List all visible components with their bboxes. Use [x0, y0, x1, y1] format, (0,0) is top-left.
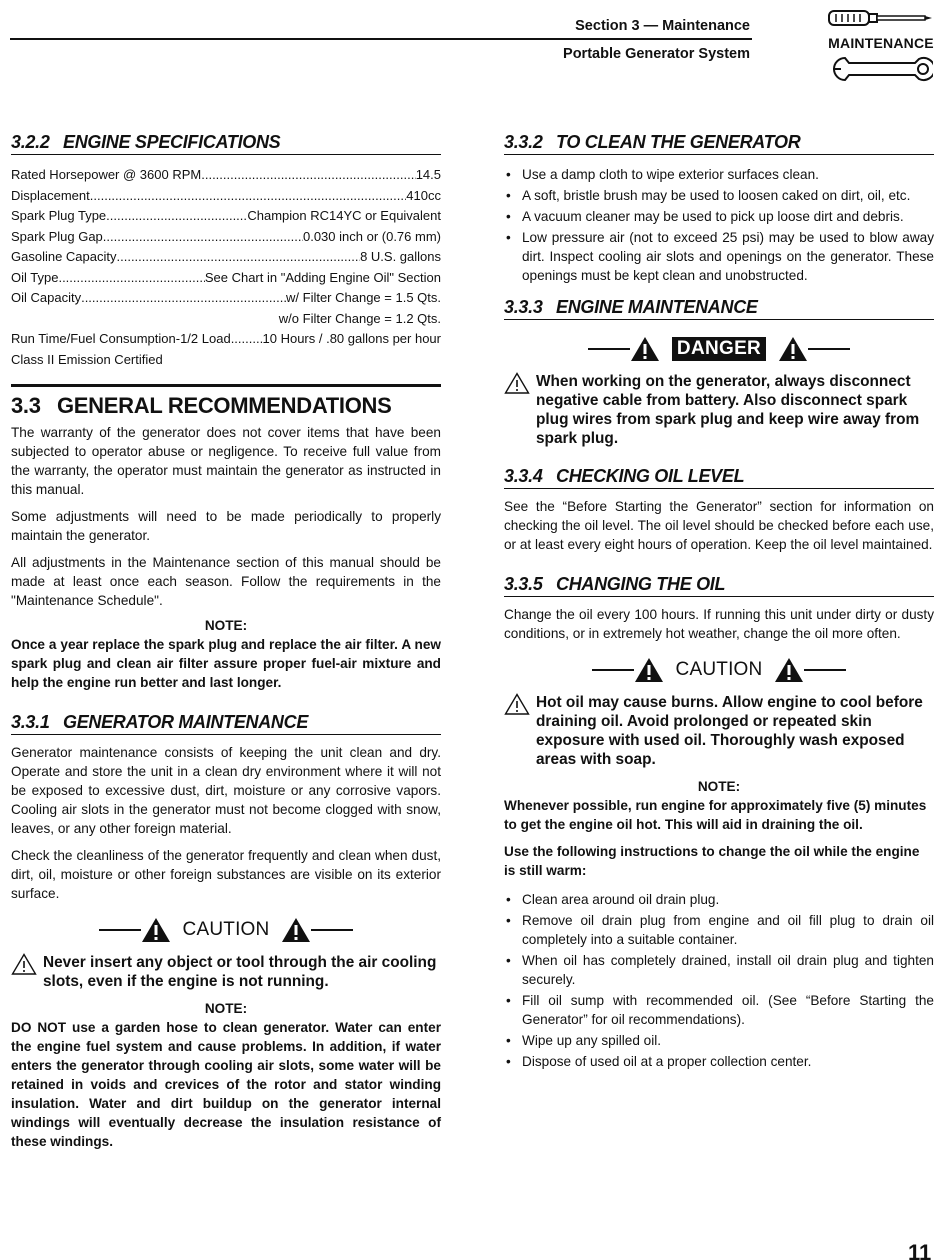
checking-oil-paragraph: See the “Before Starting the Generator” section for information on checking the oil level. The oil level should be checked before each use, or at least every eight hours of operation. Keep the oil level maintained.	[504, 499, 934, 552]
clean-list	[504, 165, 934, 285]
general-note: Once a year replace the spark plug and replace the air filter. A new spark plug and clean air filter assure proper fuel-air mixture and help the engine run better and last longer.	[11, 637, 441, 690]
oil-change-steps	[504, 890, 934, 1071]
alert-outline-icon	[504, 372, 530, 394]
warning-triangle-icon	[141, 917, 171, 943]
warning-triangle-icon	[634, 657, 664, 683]
caution-message: Hot oil may cause burns. Allow engine to cool before draining oil. Avoid prolonged or repeated skin exposure with used oil. Thoroughly wash exposed areas with soap.	[504, 693, 934, 769]
spec-row: Oil Capacity ..... w/ Filter Change = 1.5 Qts.	[11, 288, 441, 309]
list-item: • When oil has completely drained, install oil drain plug and tighten securely.	[504, 951, 934, 989]
warning-triangle-icon	[778, 336, 808, 362]
warning-triangle-icon	[630, 336, 660, 362]
right-column	[504, 132, 934, 1073]
warning-triangle-icon	[774, 657, 804, 683]
page-number: 11	[908, 1240, 932, 1260]
spec-row: Gasoline Capacity ..... 8 U.S. gallons	[11, 247, 441, 268]
spec-row: Displacement ..... 410cc	[11, 186, 441, 207]
maintenance-badge	[826, 8, 936, 89]
list-item: • A vacuum cleaner may be used to pick up loose dirt and debris.	[504, 207, 934, 226]
note-label: NOTE:	[697, 779, 741, 794]
note-label: NOTE:	[204, 618, 248, 633]
list-item: • Low pressure air (not to exceed 25 psi) may be used to blow away dirt. Inspect cooling air slots and openings on the generator. These openings must be kept clean and unobstructed.	[504, 228, 934, 285]
list-item: • Clean area around oil drain plug.	[504, 890, 934, 909]
alert-outline-icon	[11, 953, 37, 975]
general-recommendations-heading: 3.3 GENERAL RECOMMENDATIONS	[11, 384, 441, 419]
list-item: • A soft, bristle brush may be used to loosen caked on dirt, oil, etc.	[504, 186, 934, 205]
spec-row-emission: Class II Emission Certified	[11, 351, 163, 367]
changing-oil-paragraph: Change the oil every 100 hours. If running this unit under dirty or dusty conditions, or in extremely hot weather, change the oil more often.	[504, 607, 934, 641]
spec-table	[11, 165, 441, 370]
caution-word: CAUTION	[182, 919, 270, 940]
alert-outline-icon	[504, 693, 530, 715]
generator-maintenance-heading: 3.3.1 GENERATOR MAINTENANCE	[11, 712, 441, 735]
wrench-icon	[829, 54, 933, 84]
caution-message: Never insert any object or tool through the air cooling slots, even if the engine is not running.	[11, 953, 441, 991]
list-item: • Remove oil drain plug from engine and oil fill plug to drain oil completely into a suitable container.	[504, 911, 934, 949]
list-item: • Fill oil sump with recommended oil. (See “Before Starting the Generator” for oil recommendations).	[504, 991, 934, 1029]
engine-specs-heading: 3.2.2 ENGINE SPECIFICATIONS	[11, 132, 441, 155]
list-item: • Wipe up any spilled oil.	[504, 1031, 934, 1050]
clean-generator-heading: 3.3.2 TO CLEAN THE GENERATOR	[504, 132, 934, 155]
general-paragraph-1: The warranty of the generator does not cover items that have been subjected to operator abuse or negligence. To receive full value from the warranty, the operator must maintain the generator as instructed in this manual.	[11, 425, 441, 497]
left-column	[11, 132, 441, 1159]
gen-maint-paragraph-1: Generator maintenance consists of keeping the unit clean and dry. Operate and store the unit in a clean dry environment where it will not be exposed to excessive dust, dirt, moisture or any corrosive vapors. Cooling air slots in the generator must not become clogged with snow, leaves, or any other foreign material.	[11, 745, 441, 836]
changing-oil-heading: 3.3.5 CHANGING THE OIL	[504, 574, 934, 597]
spec-row: Spark Plug Gap ..... 0.030 inch or (0.76 mm)	[11, 227, 441, 248]
spec-row: Rated Horsepower @ 3600 RPM ..... 14.5	[11, 165, 441, 186]
spec-row: Spark Plug Type ..... Champion RC14YC or Equivalent	[11, 206, 441, 227]
danger-word: DANGER	[672, 337, 766, 361]
checking-oil-heading: 3.3.4 CHECKING OIL LEVEL	[504, 466, 934, 489]
screwdriver-icon	[827, 8, 935, 28]
header-subtitle: Portable Generator System	[563, 46, 750, 62]
engine-maintenance-heading: 3.3.3 ENGINE MAINTENANCE	[504, 297, 934, 320]
header-section-title: Section 3 — Maintenance	[575, 18, 750, 34]
gen-maint-note: DO NOT use a garden hose to clean generator. Water can enter the engine fuel system and cause problems. In addition, if water enters the generator through cooling air slots, some water will be retained in voids and crevices of the rotor and stator winding insulation. Water and dirt buildup on the generator internal windings will eventually decrease the insulation resistance of these windings.	[11, 1020, 441, 1149]
warning-triangle-icon	[281, 917, 311, 943]
caution-word: CAUTION	[675, 659, 763, 680]
caution-signal	[504, 657, 934, 683]
list-item: • Dispose of used oil at a proper collection center.	[504, 1052, 934, 1071]
spec-row-oil-capacity-2: w/o Filter Change = 1.2 Qts.	[278, 310, 441, 326]
general-paragraph-3: All adjustments in the Maintenance section of this manual should be made at least once each season. Follow the requirements in the "Maintenance Schedule".	[11, 555, 441, 608]
danger-message: When working on the generator, always disconnect negative cable from battery. Also disconnect spark plug wires from spark plug and keep wire away from spark plug.	[504, 372, 934, 448]
header-rule	[10, 38, 752, 40]
changing-oil-note: Whenever possible, run engine for approximately five (5) minutes to get the engine oil hot. This will aid in draining the oil.	[504, 798, 927, 832]
caution-signal	[11, 917, 441, 943]
spec-row-runtime: Run Time/Fuel Consumption-1/2 Load ..... 10 Hours / .80 gallons per hour	[11, 329, 441, 350]
list-item: • Use a damp cloth to wipe exterior surfaces clean.	[504, 165, 934, 184]
changing-oil-instructions: Use the following instructions to change the oil while the engine is still warm:	[504, 844, 920, 878]
danger-signal	[504, 336, 934, 362]
badge-label: MAINTENANCE	[828, 35, 934, 51]
spec-row: Oil Type ..... See Chart in "Adding Engine Oil" Section	[11, 268, 441, 289]
gen-maint-paragraph-2: Check the cleanliness of the generator frequently and clean when dust, dirt, oil, moisture or other foreign substances are visible on its exterior surface.	[11, 848, 441, 901]
note-label: NOTE:	[204, 1001, 248, 1016]
general-paragraph-2: Some adjustments will need to be made periodically to properly maintain the generator.	[11, 509, 441, 543]
